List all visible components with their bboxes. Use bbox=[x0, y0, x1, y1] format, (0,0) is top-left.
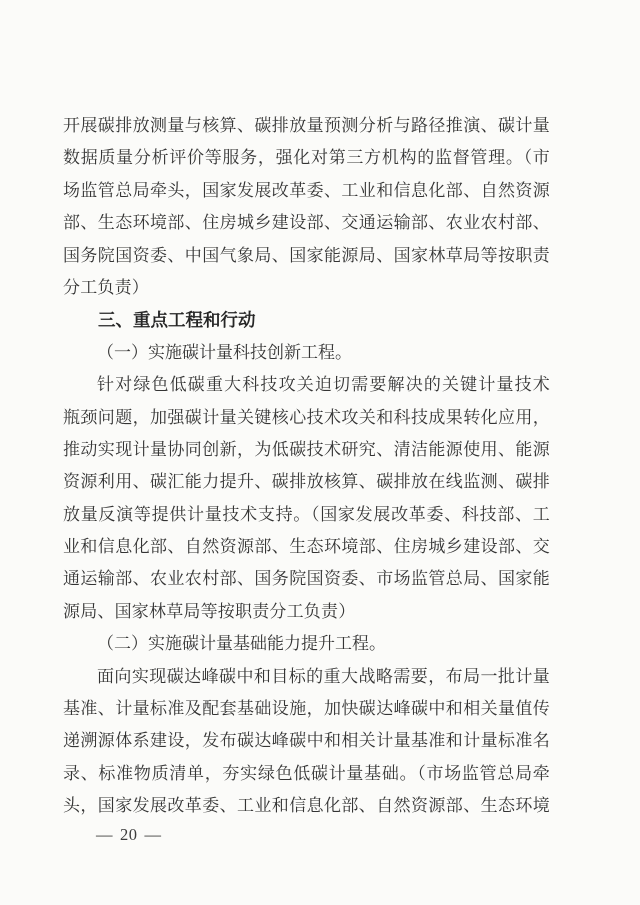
subsection-1-heading: （一）实施碳计量科技创新工程。 bbox=[97, 342, 352, 362]
text-line: 场监管总局牵头，国家发展改革委、工业和信息化部、自然资源 bbox=[63, 180, 550, 200]
text-line: 业和信息化部、自然资源部、生态环境部、住房城乡建设部、交 bbox=[63, 537, 550, 557]
text-line: 源局、国家林草局等按职责分工负责） bbox=[63, 601, 356, 621]
text-line: 分工负责） bbox=[63, 277, 149, 297]
section-heading: 三、重点工程和行动 bbox=[98, 310, 256, 331]
text-line: 面向实现碳达峰碳中和目标的重大战略需要，布局一批计量 bbox=[97, 666, 550, 686]
text-line: 开展碳排放测量与核算、碳排放量预测分析与路径推演、碳计量 bbox=[63, 116, 550, 135]
text-line: 瓶颈问题，加强碳计量关键核心技术攻关和科技成果转化应用， bbox=[63, 407, 550, 427]
footer-dash-left: — bbox=[96, 825, 113, 844]
text-line: 数据质量分析评价等服务，强化对第三方机构的监督管理。（市 bbox=[63, 148, 550, 168]
text-line: 放量反演等提供计量技术支持。（国家发展改革委、科技部、工 bbox=[63, 504, 550, 524]
paragraph-2 bbox=[63, 661, 550, 823]
footer-dash-right: — bbox=[144, 825, 162, 844]
subsection-2-heading: （二）实施碳计量基础能力提升工程。 bbox=[97, 634, 386, 654]
page-footer bbox=[96, 820, 162, 850]
page-body bbox=[63, 110, 550, 823]
text-line: 基准、计量标准及配套基础设施，加快碳达峰碳中和相关量值传 bbox=[63, 699, 550, 719]
text-line: 部、生态环境部、住房城乡建设部、交通运输部、农业农村部、 bbox=[63, 213, 550, 233]
page-number: 20 bbox=[120, 825, 138, 844]
text-line: 国务院国资委、中国气象局、国家能源局、国家林草局等按职责 bbox=[63, 245, 550, 265]
text-line: 针对绿色低碳重大科技攻关迫切需要解决的关键计量技术 bbox=[97, 375, 550, 395]
text-line: 资源利用、碳汇能力提升、碳排放核算、碳排放在线监测、碳排 bbox=[63, 472, 550, 492]
text-line: 通运输部、农业农村部、国务院国资委、市场监管总局、国家能 bbox=[63, 569, 550, 589]
paragraph-continuation bbox=[63, 110, 550, 304]
text-line: 递溯源体系建设，发布碳达峰碳中和相关计量基准和计量标准名 bbox=[63, 731, 550, 751]
text-line: 推动实现计量协同创新，为低碳技术研究、清洁能源使用、能源 bbox=[63, 439, 550, 459]
text-line: 录、标准物质清单，夯实绿色低碳计量基础。（市场监管总局牵 bbox=[63, 763, 550, 783]
paragraph-1 bbox=[63, 369, 550, 628]
text-line: 头，国家发展改革委、工业和信息化部、自然资源部、生态环境 bbox=[63, 796, 550, 816]
